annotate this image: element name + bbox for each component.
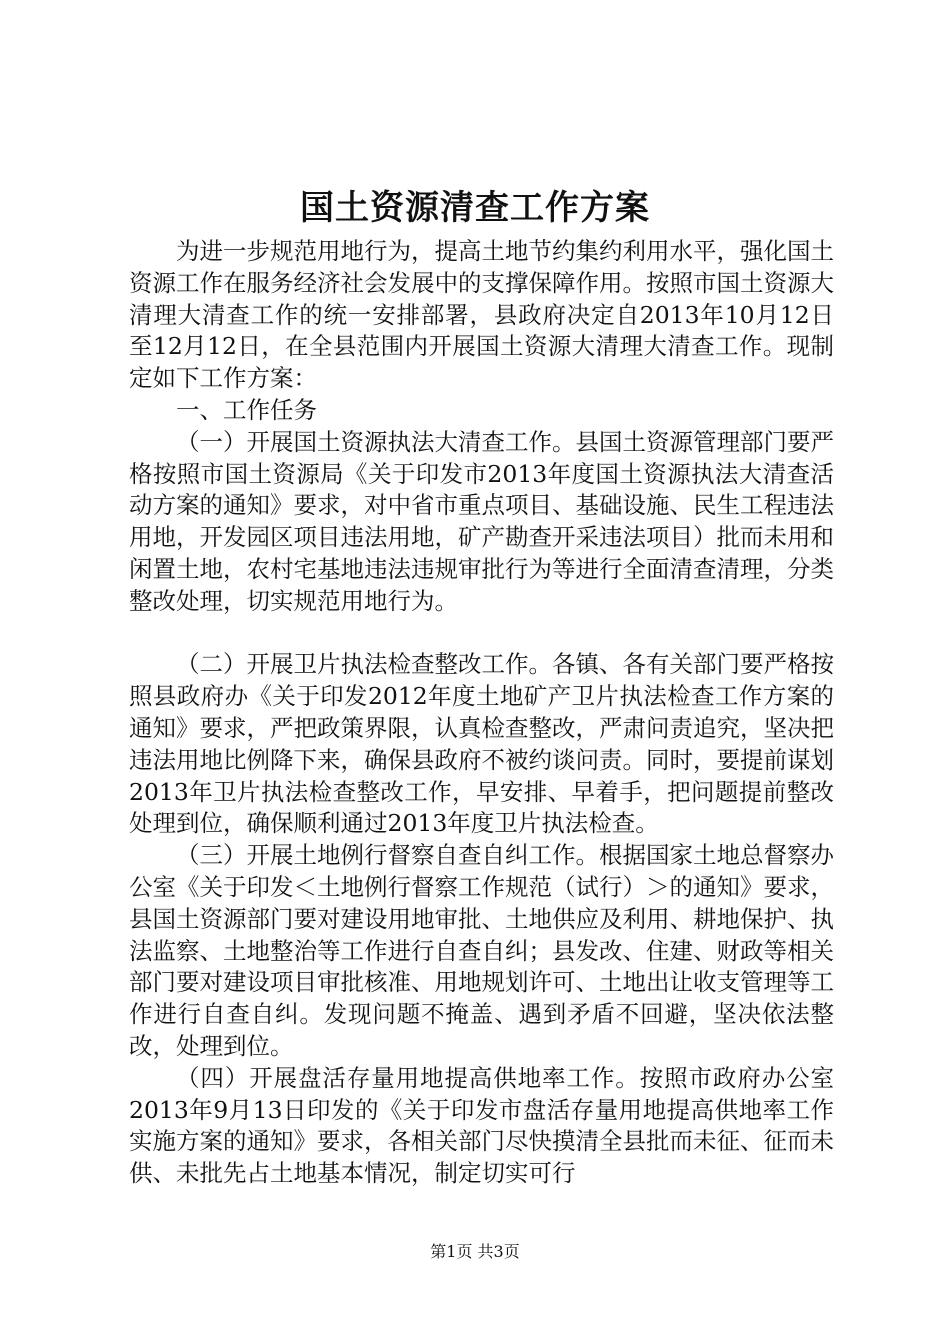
section-heading-tasks: 一、工作任务 bbox=[176, 395, 317, 424]
task-paragraph-4: （四）开展盘活存量用地提高供地率工作。按照市政府办公室2013年9月13日印发的《关于印发市盘活存量用地提高供地率工作实施方案的通知》要求，各相关部门尽快摸清全县批而未征、征而未供、未批先占土地基本情况，制定切实可行 bbox=[129, 1063, 834, 1188]
task-paragraph-2: （二）开展卫片执法检查整改工作。各镇、各有关部门要严格按照县政府办《关于印发2012年度土地矿产卫片执法检查工作方案的通知》要求，严把政策界限，认真检查整改，严肃问责追究，坚决把违法用地比例降下来，确保县政府不被约谈问责。同时，要提前谋划2013年卫片执法检查整改工作，早安排、早着手，把问题提前整改处理到位，确保顺利通过2013年度卫片执法检查。 bbox=[129, 650, 834, 838]
document-body bbox=[129, 236, 834, 1190]
task-paragraph-3: （三）开展土地例行督察自查自纠工作。根据国家土地总督察办公室《关于印发＜土地例行督察工作规范（试行）＞的通知》要求，县国土资源部门要对建设用地审批、土地供应及利用、耕地保护、执法监察、土地整治等工作进行自查自纠；县发改、住建、财政等相关部门要对建设项目审批核准、用地规划许可、土地出让收支管理等工作进行自查自纠。发现问题不掩盖、遇到矛盾不回避，坚决依法整改，处理到位。 bbox=[129, 841, 834, 1060]
task-paragraph-1: （一）开展国土资源执法大清查工作。县国土资源管理部门要严格按照市国土资源局《关于印发市2013年度国土资源执法大清查活动方案的通知》要求，对中省市重点项目、基础设施、民生工程违法用地，开发园区项目违法用地，矿产勘查开采违法项目）批而未用和闲置土地，农村宅基地违法违规审批行为等进行全面清查清理，分类整改处理，切实规范用地行为。 bbox=[129, 427, 834, 615]
page-footer: 第1页 共3页 bbox=[430, 1242, 520, 1261]
document-title: 国土资源清查工作方案 bbox=[300, 188, 650, 228]
intro-paragraph: 为进一步规范用地行为，提高土地节约集约利用水平，强化国土资源工作在服务经济社会发展中的支撑保障作用。按照市国土资源大清理大清查工作的统一安排部署，县政府决定自2013年10月12日至12月12日，在全县范围内开展国土资源大清理大清查工作。现制定如下工作方案： bbox=[129, 237, 834, 393]
